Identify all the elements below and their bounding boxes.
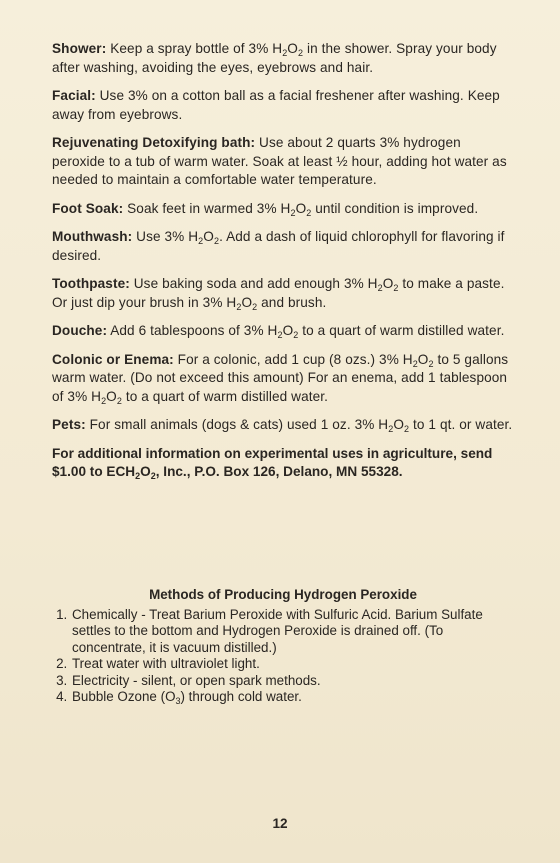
entry-label: Douche: <box>52 323 108 338</box>
entry-label: Toothpaste: <box>52 276 130 291</box>
entry-text: Use baking soda and add enough 3% $H_2O_2$ to make a paste. Or just dip your brush in 3% $H_2O_2$ and brush. <box>52 276 505 312</box>
entry-label: Foot Soak: <box>52 200 124 216</box>
entry-pets <box>52 416 514 435</box>
entry-text: Use about 2 quarts 3% hydrogen peroxide to a tub of warm water. Soak at least ½ hour, adding hot water as needed to maintain a comfortable water temperature. <box>52 135 507 187</box>
method-item: 2. Treat water with ultraviolet light. <box>71 656 514 673</box>
methods-list <box>52 607 514 707</box>
entry-text: Keep a spray bottle of 3% $H_2O_2$ in the shower. Spray your body after washing, avoiding the eyes, eyebrows and hair. <box>52 41 497 75</box>
entry-toothpaste <box>52 275 514 312</box>
entry-shower <box>52 40 514 77</box>
entry-text: For small animals (dogs & cats) used 1 oz. 3% $H_2O_2$ to 1 qt. or water. <box>85 417 513 434</box>
entry-label: Mouthwash: <box>52 229 133 244</box>
entry-text: Soak feet in warmed 3% $H_2O_2$ until condition is improved. <box>123 200 479 218</box>
method-item: 4. Bubble Ozone $(O_3)$ through cold water. <box>71 689 514 706</box>
entry-colonic-enema <box>52 351 514 407</box>
entry-label: Facial: <box>52 88 96 103</box>
entry-label: Colonic or Enema: <box>52 351 174 367</box>
entry-text: Use 3% $H_2O_2$. Add a dash of liquid chlorophyll for flavoring if desired. <box>52 229 505 263</box>
agriculture-notice: For additional information on experimental uses in agriculture, send $1.00 to $ECH_2O_2$, Inc., P.O. Box 126, Delano, MN 55328. <box>52 445 493 481</box>
entry-douche <box>52 322 514 341</box>
entry-foot-soak <box>52 200 514 219</box>
entry-bath <box>52 134 514 190</box>
page-number: 12 <box>272 816 288 831</box>
methods-title: Methods of Producing Hydrogen Peroxide <box>149 586 417 602</box>
entry-label: Pets: <box>52 417 86 432</box>
entry-label: Rejuvenating Detoxifying bath: <box>52 135 256 150</box>
method-item: 1. Chemically - Treat Barium Peroxide with Sulfuric Acid. Barium Sulfate settles to the bottom and Hydrogen Peroxide is drained off. (To concentrate, it is vacuum distilled.) <box>71 607 514 657</box>
entry-mouthwash <box>52 228 514 265</box>
entry-text: Add 6 tablespoons of 3% $H_2O_2$ to a quart of warm distilled water. <box>107 323 505 340</box>
entry-label: Shower: <box>52 41 107 56</box>
entry-text: Use 3% on a cotton ball as a facial freshener after washing. Keep away from eyebrows. <box>52 88 500 122</box>
entry-facial <box>52 87 514 124</box>
entry-text: For a colonic, add 1 cup (8 ozs.) 3% $H_2O_2$ to 5 gallons warm water. (Do not exceed this amount) For an enema, add 1 tablespoon of 3% $H_2O_2$ to a quart of warm distilled water. <box>52 351 509 406</box>
uses-list <box>52 40 514 435</box>
method-item: 3. Electricity - silent, or open spark methods. <box>71 673 514 690</box>
